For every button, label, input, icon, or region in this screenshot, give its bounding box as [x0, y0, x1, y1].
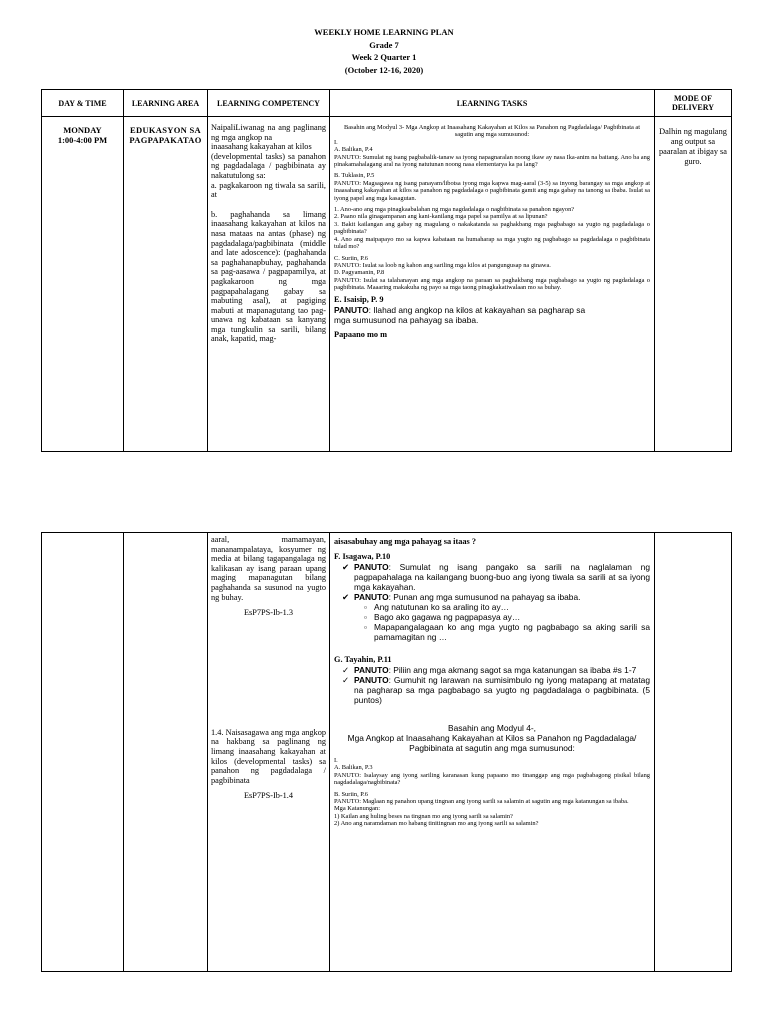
- competency-text: b. paghahanda sa limang inaasahang kakayahan at kilos na nasa mataas na antas (phase) ng pagdadalaga/pagbibinata (middle and late adoscence): (paghahanda sa paghahanapbuhay, paghahanda sa pag-aasawa / pagpapamilya, at pagkakaroon ng mga pagpapahalagang gabay sa mabuting asal), at pagiging mabuti at mapanagutang tao pag-unawa ng kabataan sa kanyang mga tungkulin sa sarili, bilang anak, kapatid, mag-: [211, 209, 326, 344]
- task-text: PANUTO: Isalaysay ang iyong sariling karanasan kung papaano mo tinanggap ang mga pagbabagong pisikal bilang nagdadalaga/nagbibinata?: [334, 771, 650, 787]
- plan-header: [0, 26, 768, 76]
- plan-grade: Grade 7: [369, 39, 399, 50]
- list-item: Mapapangalagaan ko ang mga yugto ng pagbabago sa aking sarili sa pamamagitan ng …: [374, 622, 650, 642]
- list-item: Bago ako gagawa ng pagpapasya ay…: [374, 612, 521, 622]
- cell-area: [124, 117, 208, 452]
- checkmark-icon: ✔: [342, 592, 350, 602]
- task-text: PANUTO: Isulat sa talahanayan ang mga angkop na paraan sa paghakbang mga pagbabago sa yugto ng pagdadalaga o pagbibinata. Maaaring makakuha ng payo sa mga taong pinagkakatiwalaan mo sa buhay.: [334, 276, 650, 292]
- task-heading: B. Suriin, P.6: [334, 790, 368, 798]
- cell-mode: [655, 533, 732, 972]
- task-roman: I.: [334, 757, 338, 764]
- task-intro: Basahin ang Modyul 3- Mga Angkop at Inaasahang Kakayahan at Kilos sa Panahon ng Pagdadalaga/ Pagbibinata at sagutin ang mga sumusunod:: [343, 124, 641, 139]
- module-title: Basahin ang Modyul 4-,: [448, 723, 536, 733]
- cell-competency: [208, 117, 330, 452]
- cell-day: [42, 533, 124, 972]
- competency-text: NaipaliLiwanag na ang paglinang ng mga angkop na: [211, 123, 326, 142]
- col-header-competency: LEARNING COMPETENCY: [208, 90, 330, 117]
- panuto-label: PANUTO: [354, 592, 389, 602]
- task-text: : Punan ang mga sumusunod na pahayag sa ibaba.: [388, 592, 581, 602]
- table-row: [42, 117, 732, 452]
- task-heading-isaisip: E. Isaisip, P. 9: [334, 294, 384, 304]
- plan-week: Week 2 Quarter 1: [351, 52, 417, 62]
- cell-area: [124, 533, 208, 972]
- bullet-icon: ▫: [364, 622, 367, 632]
- competency-code: EsP7PS-Ib-1.3: [243, 608, 294, 618]
- competency-text: 1.4. Naisasagawa ang mga angkop na hakbang sa paglinang ng limang inaasahang kakayahan at kilos (developmental tasks) sa panahon ng pagdadalaga / pagbibinata: [211, 727, 326, 785]
- col-header-mode: MODE OF DELIVERY: [655, 90, 732, 117]
- task-question: 2. Paano nila ginagampanan ang kani-kanilang mga papel sa pamilya at sa lipunan?: [334, 213, 548, 221]
- table-header-row: [42, 90, 732, 117]
- learning-area-label: EDUKASYON SA PAGPAPAKATAO: [129, 125, 202, 145]
- bullet-icon: ▫: [364, 612, 367, 622]
- task-text: PANUTO: Magsagawa ng isang panayam/libotsa iyong mga kapwa mag-aaral (3-5) sa inyong barangay sa mga angkop at inaasahang kakayahan at kilos sa panahon ng pagdadalaga o pagbibinata gamit ang mga gabay na tanong sa ibaba. Isulat sa iyong papel ang mga kasagutan.: [334, 179, 650, 202]
- task-text: : Sumulat ng isang pangako sa sarili na naglalaman ng pagpapahalaga na kailangang buong-buo ang iyong tiwala sa sarili at sa iyong mga kakayahan.: [354, 562, 650, 592]
- task-heading: B. Tuklasin, P.5: [334, 172, 375, 180]
- panuto-label: PANUTO: [354, 675, 389, 685]
- task-question: 1) Kailan ang huling beses na tingnan mo ang iyong sarili sa salamin?: [334, 812, 513, 820]
- competency-text: (developmental tasks) sa panahon ng pagdadalaga / pagbibinata ay nakatutulong sa:: [211, 151, 326, 180]
- table-row: [42, 533, 732, 972]
- task-heading-tayahin: G. Tayahin, P.11: [334, 655, 392, 664]
- learning-plan-table-continued: [41, 532, 732, 972]
- list-item: Ang natutunan ko sa araling ito ay…: [374, 602, 510, 612]
- task-question: 1. Ano-ano ang mga pinagkaabalahan ng mga nagdadalaga o nagbibinata sa panahon ngayon?: [334, 206, 575, 214]
- task-text-bold: aisasabuhay ang mga pahayag sa itaas ?: [334, 537, 477, 546]
- plan-title: WEEKLY HOME LEARNING PLAN: [314, 27, 454, 37]
- checkmark-icon: ✓: [342, 675, 350, 685]
- panuto-label: PANUTO: [354, 665, 389, 675]
- day-label: MONDAY: [63, 125, 102, 135]
- task-heading: A. Balikan, P.3: [334, 764, 373, 772]
- panuto-label: PANUTO: [334, 304, 369, 315]
- learning-plan-table: [41, 89, 732, 452]
- cell-day: [42, 117, 124, 452]
- panuto-label: PANUTO: [354, 562, 389, 572]
- col-header-area: LEARNING AREA: [124, 90, 208, 117]
- col-header-tasks: LEARNING TASKS: [330, 90, 655, 117]
- task-text: : Ilahad ang angkop na kilos at kakayahan sa pagharap sa: [368, 304, 586, 315]
- module-instructions: Mga Angkop at Inaasahang Kakayahan at Kilos sa Panahon ng Pagdadalaga/ Pagbibinata at sagutin ang mga sumusunod:: [347, 733, 637, 753]
- task-heading: C. Suriin, P.6: [334, 254, 368, 262]
- plan-dates: (October 12-16, 2020): [344, 64, 424, 75]
- checkmark-icon: ✔: [342, 562, 350, 572]
- task-heading: D. Pagyamanin, P.8: [334, 269, 385, 277]
- task-text: PANUTO: Maglaan ng panahon upang tingnan ang iyong sarili sa salamin at sagutin ang mga katanungan sa ibaba.: [334, 798, 629, 806]
- mode-of-delivery-text: Dalhin ng magulang ang output sa paaralan at ibigay sa guro.: [659, 127, 727, 166]
- cell-mode: [655, 117, 732, 452]
- task-text: : Piliin ang mga akmang sagot sa mga katanungan sa ibaba #s 1-7: [388, 665, 637, 675]
- task-roman: I.: [334, 138, 338, 146]
- cell-tasks: [330, 117, 655, 452]
- checkmark-icon: ✓: [342, 665, 350, 675]
- task-text: PANUTO: Sumulat ng isang pagbabalik-tanaw sa iyong napagnaralan noong ikaw ay nasa Ika-anim na baitang. Ano ba ang pinakamahalagang aral na iyong natutunan noong nasa elementarya ka pa lang?: [334, 153, 650, 169]
- cell-competency: [208, 533, 330, 972]
- competency-text: inaasahang kakayahan at kilos: [211, 142, 312, 152]
- task-heading: A. Balikan, P.4: [334, 146, 373, 154]
- task-question: 2) Ano ang naramdaman mo habang tinitingnan mo ang iyong sarili sa salamin?: [334, 820, 539, 828]
- cell-tasks: [330, 533, 655, 972]
- task-text: mga sumusunod na pahayag sa ibaba.: [334, 314, 479, 325]
- task-text-bold: Papaano mo m: [334, 329, 388, 339]
- col-header-day: DAY & TIME: [42, 90, 124, 117]
- competency-text: a. pagkakaroon ng tiwala sa sarili, at: [211, 180, 326, 200]
- task-text: : Gumuhit ng larawan na sumisimbulo ng iyong matapang at matatag na pagharap sa mga pagbabago sa yugto ng pagdadalaga o pagbibinata. (5 puntos): [354, 675, 650, 705]
- task-text: Mga Katanungan:: [334, 805, 380, 813]
- task-text: PANUTO: Isulat sa loob ng kahon ang sariling mga kilos at pangungusap na ginawa.: [334, 261, 551, 269]
- competency-text: aaral, mamamayan, mananampalataya, kosyumer ng media at bilang tagapangalaga ng kalikasan ay isang paraan upang maging mapanagutan bilang paghahanda sa susunod na yugto ng buhay.: [211, 535, 326, 602]
- bullet-icon: ▫: [364, 602, 367, 612]
- time-label: 1:00-4:00 PM: [57, 135, 108, 145]
- competency-code: EsP7PS-Ib-1.4: [243, 791, 294, 801]
- task-question: 4. Ano ang maipapayo mo sa kapwa kabataan na humaharap sa mga yugto ng pagbabago sa pagdadalaga o pagbibinata tulad mo?: [334, 235, 650, 251]
- task-question: 3. Bakit kailangan ang gabay ng magulang o nakakatanda sa paghakbang mga pagbabago sa yugto ng pagdadalaga o pagbibinata?: [334, 220, 650, 236]
- task-heading-isagawa: F. Isagawa, P.10: [334, 552, 391, 561]
